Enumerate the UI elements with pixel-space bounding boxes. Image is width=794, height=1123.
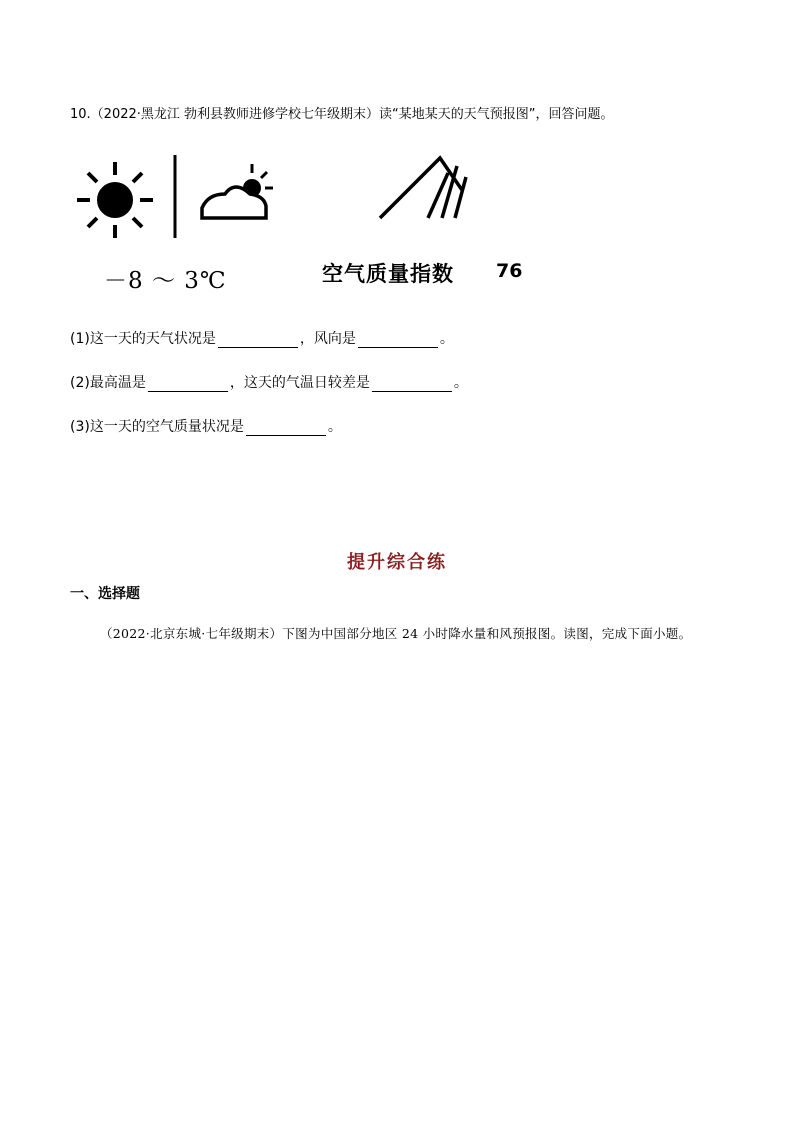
sub1-text-a: (1)这一天的天气状况是 bbox=[70, 331, 216, 347]
sub3-text-c: 。 bbox=[327, 419, 342, 435]
sub2-text-c: 。 bbox=[453, 375, 468, 391]
sub2-text-a: (2)最高温是 bbox=[70, 375, 146, 391]
wind-direction-icon bbox=[380, 158, 466, 218]
section-title: 提升综合练 bbox=[347, 552, 447, 573]
answer-blank[interactable] bbox=[372, 377, 452, 392]
question-intro: （2022·北京东城·七年级期末）下图为中国部分地区 24 小时降水量和风预报图。读图，完成下面小题。 bbox=[100, 626, 692, 641]
temperature-range: －8 ～ 3℃ bbox=[104, 268, 227, 294]
sub1-text-b: ，风向是 bbox=[299, 331, 356, 347]
air-quality-index-value: 76 bbox=[496, 260, 523, 282]
question-title: 10.（2022·黑龙江 勃利县教师进修学校七年级期末）读“某地某天的天气预报图”，回答问题。 bbox=[70, 107, 614, 122]
answer-blank[interactable] bbox=[148, 377, 228, 392]
sub-question-2 bbox=[70, 372, 468, 392]
section-heading: 一、选择题 bbox=[70, 586, 140, 602]
sub2-text-b: ，这天的气温日较差是 bbox=[229, 375, 370, 391]
partly-cloudy-icon bbox=[202, 164, 273, 218]
sub-question-3 bbox=[70, 416, 342, 436]
answer-blank[interactable] bbox=[218, 333, 298, 348]
air-quality-index-label: 空气质量指数 bbox=[322, 262, 454, 286]
sub3-text-a: (3)这一天的空气质量状况是 bbox=[70, 419, 244, 435]
sub1-text-c: 。 bbox=[439, 331, 454, 347]
sunny-icon bbox=[77, 162, 153, 238]
answer-blank[interactable] bbox=[246, 421, 326, 436]
sub-question-1 bbox=[70, 328, 454, 348]
answer-blank[interactable] bbox=[358, 333, 438, 348]
